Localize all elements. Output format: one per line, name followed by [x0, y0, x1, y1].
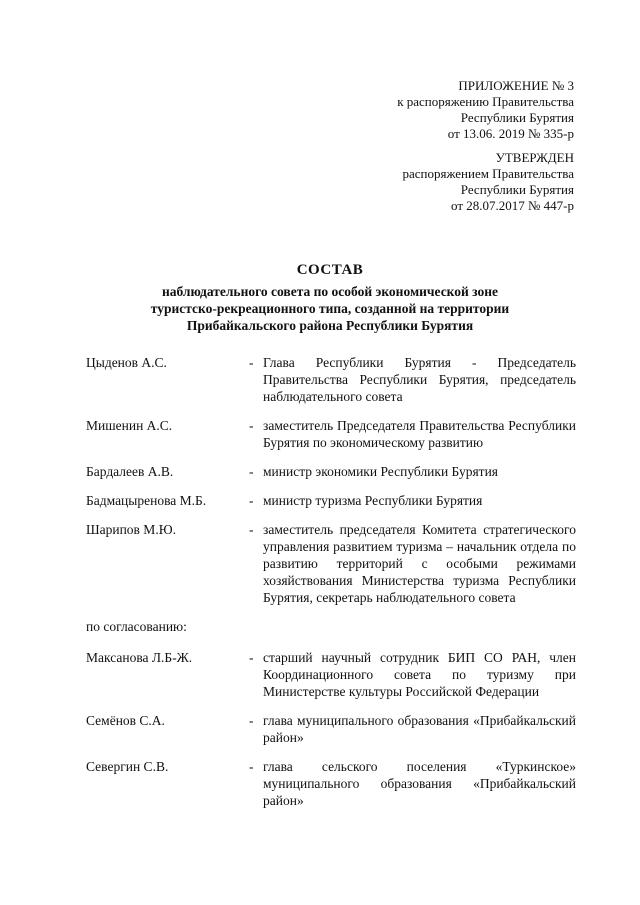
- member-role: заместитель Председателя Правительства Республики Бурятия по экономическому развитию: [263, 418, 576, 450]
- member-name: Семёнов С.А.: [86, 713, 165, 728]
- member-role: глава муниципального образования «Прибайкальский район»: [263, 713, 576, 745]
- title-main: СОСТАВ: [296, 262, 364, 278]
- title-line: Прибайкальского района Республики Бурятия: [186, 318, 474, 333]
- member-role: министр туризма Республики Бурятия: [263, 493, 483, 508]
- member-row: [86, 354, 576, 405]
- member-name: Бардалеев А.В.: [86, 464, 174, 479]
- member-role: старший научный сотрудник БИП СО РАН, член Координационного совета по туризму при Министерстве культуры Российской Федерации: [263, 650, 576, 699]
- member-dash: -: [249, 355, 254, 370]
- member-role: министр экономики Республики Бурятия: [263, 464, 499, 479]
- approved-header: [314, 150, 574, 214]
- member-name: Шарипов М.Ю.: [86, 522, 176, 537]
- member-role: Глава Республики Бурятия - Председатель Правительства Республики Бурятия, председатель наблюдательного совета: [263, 355, 576, 404]
- title-line: туристско-рекреационного типа, созданной на территории: [150, 301, 510, 316]
- appendix-line: Республики Бурятия: [460, 110, 574, 125]
- member-name: Бадмацыренова М.Б.: [86, 493, 207, 508]
- member-row: [86, 521, 576, 606]
- title-line: наблюдательного совета по особой экономической зоне: [161, 284, 499, 299]
- approved-line: Республики Бурятия: [460, 182, 574, 197]
- member-dash: -: [249, 418, 254, 433]
- member-dash: -: [249, 713, 254, 728]
- approved-line: распоряжением Правительства: [402, 166, 574, 181]
- member-row: [86, 417, 576, 451]
- member-dash: -: [249, 464, 254, 479]
- member-row: [86, 463, 576, 480]
- member-dash: -: [249, 759, 254, 774]
- member-name: Максанова Л.Б-Ж.: [86, 650, 193, 665]
- member-role: заместитель председателя Комитета стратегического управления развитием туризма – начальник отдела по развитию территорий с особыми режимами хозяйствования Министерства туризма Республики Бурятия, секретарь наблюдательного совета: [263, 522, 576, 605]
- member-name: Мишенин А.С.: [86, 418, 173, 433]
- member-row: [86, 492, 576, 509]
- member-dash: -: [249, 493, 254, 508]
- appendix-line: к распоряжению Правительства: [397, 94, 574, 109]
- agreed-member-row: [86, 758, 576, 809]
- agreed-member-row: [86, 712, 576, 746]
- member-dash: -: [249, 522, 254, 537]
- member-name: Цыденов А.С.: [86, 355, 167, 370]
- appendix-line: от 13.06. 2019 № 335-р: [447, 126, 574, 141]
- appendix-line: ПРИЛОЖЕНИЕ № 3: [458, 78, 574, 93]
- agreed-member-row: [86, 649, 576, 700]
- appendix-header: [314, 78, 574, 142]
- member-dash: -: [249, 650, 254, 665]
- member-name: Севергин С.В.: [86, 759, 169, 774]
- approved-line: УТВЕРЖДЕН: [495, 150, 574, 165]
- approved-line: от 28.07.2017 № 447-р: [451, 198, 574, 213]
- member-role: глава сельского поселения «Туркинское» муниципального образования «Прибайкальский район»: [263, 759, 576, 808]
- agreement-label: по согласованию:: [86, 619, 187, 634]
- document-title: [60, 262, 600, 334]
- members-list: [86, 354, 576, 821]
